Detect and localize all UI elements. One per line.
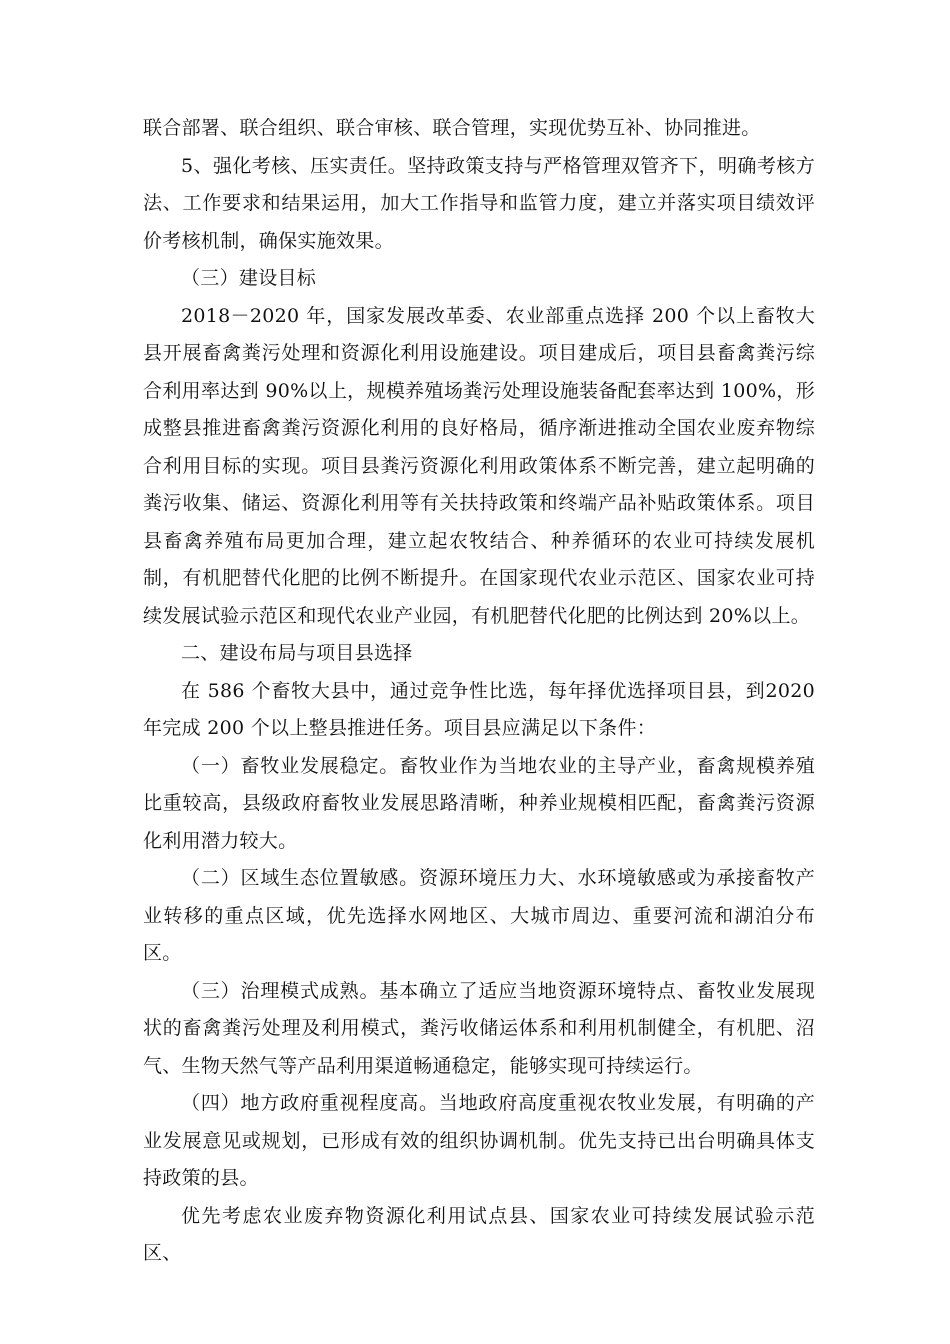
paragraph-continuation: 联合部署、联合组织、联合审核、联合管理，实现优势互补、协同推进。 <box>143 117 761 139</box>
paragraph-goals: 2018－2020 年，国家发展改革委、农业部重点选择 200 个以上畜牧大县开展畜禽粪污处理和资源化利用设施建设。项目建成后，项目县畜禽粪污综合利用率达到 90%以上，规模养殖场粪污处理设施装备配套率达到 100%，形成整县推进畜禽粪污资源化利用的良好格局，循序渐进推动全国农业废弃物综合利用目标的实现。项目县粪污资源化利用政策体系不断完善，建立起明确的粪污收集、储运、资源化利用等有关扶持政策和终端产品补贴政策体系。项目县畜禽养殖布局更加合理，建立起农牧结合、种养循环的农业可持续发展机制，有机肥替代化肥的比例不断提升。在国家现代农业示范区、国家农业可持续发展试验示范区和现代农业产业园，有机肥替代化肥的比例达到 20%以上。 <box>143 304 815 627</box>
paragraph-selection-intro: 在 586 个畜牧大县中，通过竞争性比选，每年择优选择项目县，到2020 年完成 200 个以上整县推进任务。项目县应满足以下条件： <box>143 679 815 739</box>
section-heading-layout-selection: 二、建设布局与项目县选择 <box>181 642 413 664</box>
paragraph-condition-4: （四）地方政府重视程度高。当地政府高度重视农牧业发展，有明确的产业发展意见或规划，已形成有效的组织协调机制。优先支持已出台明确具体支持政策的县。 <box>143 1092 815 1189</box>
paragraph-item-5: 5、强化考核、压实责任。坚持政策支持与严格管理双管齐下，明确考核方法、工作要求和结果运用，加大工作指导和监管力度，建立并落实项目绩效评价考核机制，确保实施效果。 <box>143 154 815 252</box>
paragraph-priority: 优先考虑农业废弃物资源化利用试点县、国家农业可持续发展试验示范区、 <box>143 1204 815 1264</box>
section-heading-construction-goals: （三）建设目标 <box>181 267 317 289</box>
document-body <box>143 110 815 1273</box>
paragraph-condition-1: （一）畜牧业发展稳定。畜牧业作为当地农业的主导产业，畜禽规模养殖比重较高，县级政府畜牧业发展思路清晰，种养业规模相匹配，畜禽粪污资源化利用潜力较大。 <box>143 754 815 852</box>
paragraph-condition-2: （二）区域生态位置敏感。资源环境压力大、水环境敏感或为承接畜牧产业转移的重点区域，优先选择水网地区、大城市周边、重要河流和湖泊分布区。 <box>143 867 815 964</box>
paragraph-condition-3: （三）治理模式成熟。基本确立了适应当地资源环境特点、畜牧业发展现状的畜禽粪污处理及利用模式，粪污收储运体系和利用机制健全，有机肥、沼气、生物天然气等产品利用渠道畅通稳定，能够实现可持续运行。 <box>143 979 815 1077</box>
